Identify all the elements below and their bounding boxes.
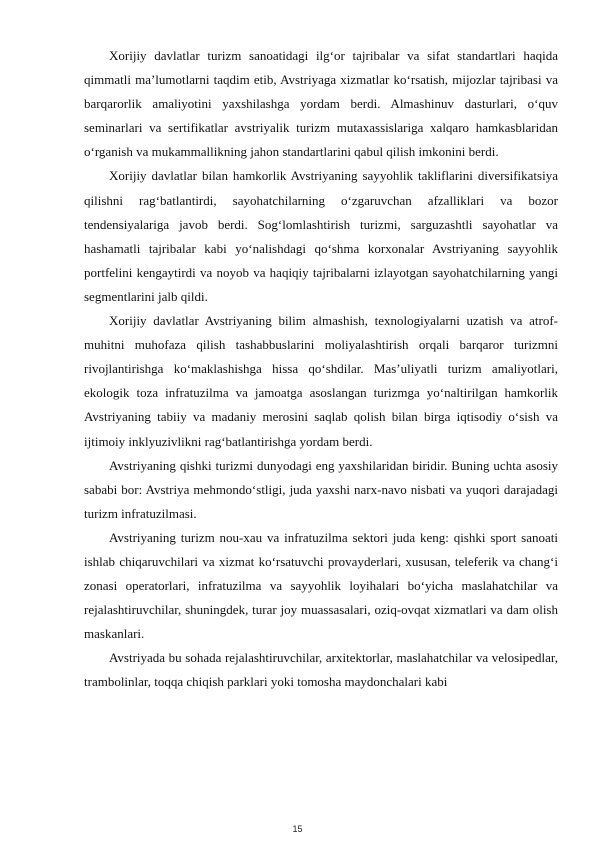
paragraph-6: Avstriyada bu sohada rejalashtiruvchilar, arxitektorlar, maslahatchilar va velosipedlar, trambolinlar, toqqa chiqish parklari yoki tomosha maydonchalari kabi xyxy=(84,650,558,690)
paragraph-5: Avstriyaning turizm nou-xau va infratuzilma sektori juda keng: qishki sport sanoati ishlab chiqaruvchilari va xizmat ko‘rsatuvchi provayderlari, xususan, teleferik va chang‘i zonasi operatorlari, infratuzilma va sayyohlik loyihalari bo‘yicha maslahatchilar va rejalashtiruvchilar, shuningdek, turar joy muassasalari, oziq-ovqat xizmatlari va dam olish maskanlari. xyxy=(84,529,558,642)
paragraph-3: Xorijiy davlatlar Avstriyaning bilim almashish, texnologiyalarni uzatish va atrof-muhitni muhofaza qilish tashabbuslarini moliyalashtirish orqali barqaror turizmni rivojlantirishga ko‘maklashishga hissa qo‘shdilar. Mas’uliyatli turizm amaliyotlari, ekologik toza infratuzilma va jamoatga asoslangan turizmga yo‘naltirilgan hamkorlik Avstriyaning tabiiy va madaniy merosini saqlab qolish bilan birga iqtisodiy o‘sish va ijtimoiy inklyuzivlikni rag‘batlantirishga yordam berdi. xyxy=(84,313,558,449)
paragraph-4: Avstriyaning qishki turizmi dunyodagi eng yaxshilaridan biridir. Buning uchta asosiy sababi bor: Avstriya mehmondo‘stligi, juda yaxshi narx-navo nisbati va yuqori darajadagi turizm infratuzilmasi. xyxy=(84,457,558,521)
page-number: 15 xyxy=(292,824,303,834)
document-body xyxy=(84,44,558,695)
paragraph-1: Xorijiy davlatlar turizm sanoatidagi ilg‘or tajribalar va sifat standartlari haqida qimmatli ma’lumotlarni taqdim etib, Avstriyaga xizmatlar ko‘rsatish, mijozlar tajribasi va barqarorlik amaliyotini yaxshilashga yordam berdi. Almashinuv dasturlari, o‘quv seminarlari va sertifikatlar avstriyalik turizm mutaxassislariga xalqaro hamkasblaridan o‘rganish va mukammallikning jahon standartlarini qabul qilish imkonini berdi. xyxy=(84,48,558,160)
paragraph-2: Xorijiy davlatlar bilan hamkorlik Avstriyaning sayyohlik takliflarini diversifikatsiya qilishni rag‘batlantirdi, sayohatchilarning o‘zgaruvchan afzalliklari va bozor tendensiyalariga javob berdi. Sog‘lomlashtirish turizmi, sarguzashtli sayohatlar va hashamatli tajribalar kabi yo‘nalishdagi qo‘shma korxonalar Avstriyaning sayyohlik portfelini kengaytirdi va noyob va haqiqiy tajribalarni izlayotgan sayohatchilarning yangi segmentlarini jalb qildi. xyxy=(84,168,558,304)
